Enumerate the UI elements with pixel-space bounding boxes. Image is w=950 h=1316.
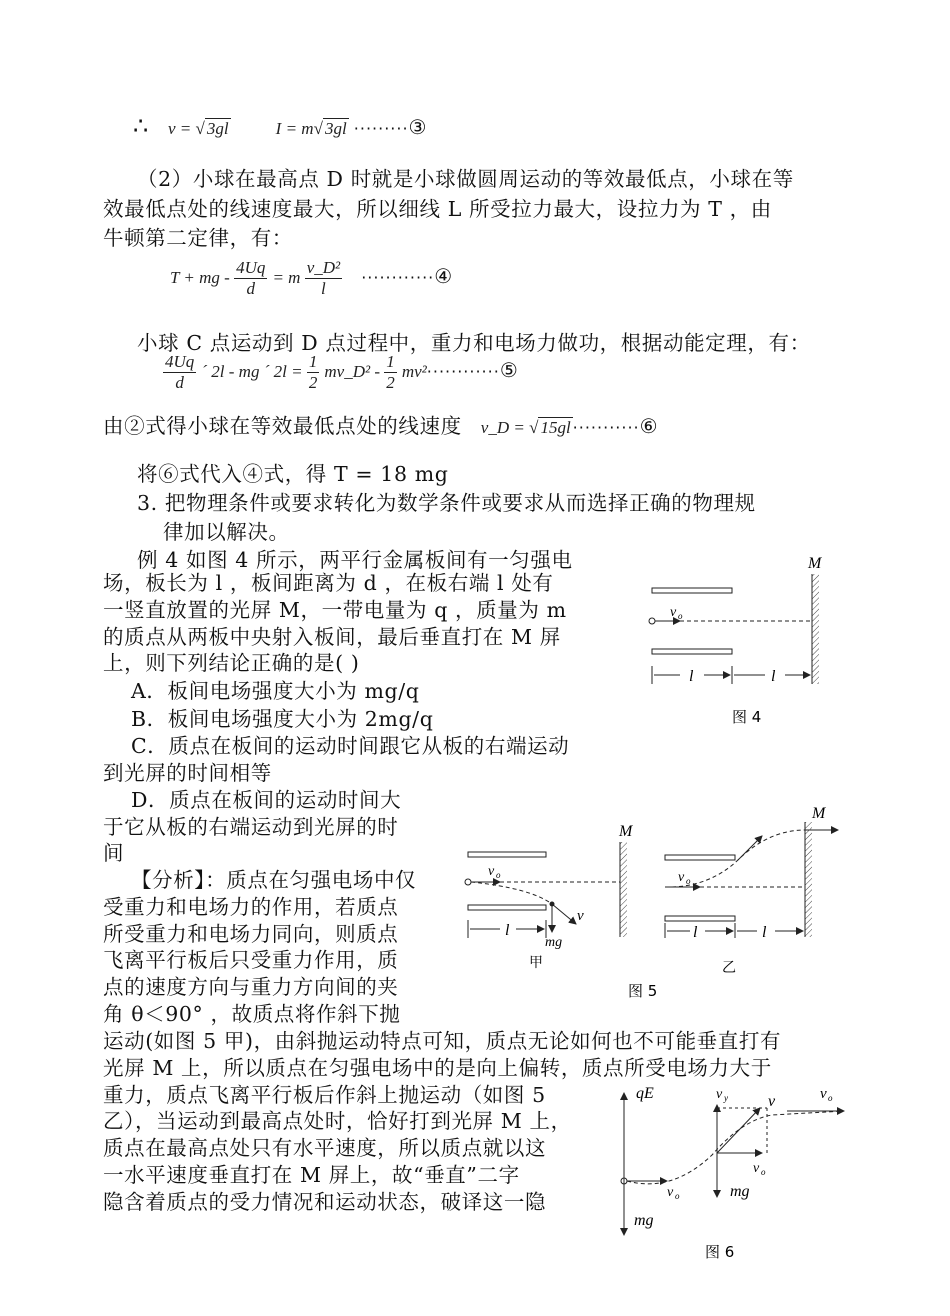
eq5-part-a: ´ 2l - mg ´ 2l = <box>201 362 307 381</box>
analysis-line10: 乙），当运动到最高点处时，恰好打到光屏 M 上， <box>103 1109 572 1133</box>
eq3-radicand: 3gl <box>206 119 229 138</box>
eq5-part-b: mv_D² - <box>324 362 385 381</box>
fig6-label-mg2: mg <box>730 1183 750 1200</box>
ex4-line5: 上，则下列结论正确的是( ) <box>103 651 360 675</box>
ex4-line1: 例 4 如图 4 所示，两平行金属板间有一匀强电 <box>137 548 573 572</box>
para2-line1: （2）小球在最高点 D 时就是小球做圆周运动的等效最低点，小球在等 <box>137 167 794 191</box>
para2-line3: 牛顿第二定律，有： <box>103 226 293 250</box>
fig5a-label-m: M <box>619 823 633 840</box>
eq5-dots: ············ <box>426 362 500 381</box>
eq6-lhs: v_D = <box>480 418 530 437</box>
item3-line2: 律加以解决。 <box>163 520 290 544</box>
ex4-line4: 的质点从两板中央射入板间，最后垂直打在 M 屏 <box>103 625 561 649</box>
result-line: 将⑥式代入④式，得 T = 18 mg <box>137 462 449 486</box>
fig5a-bottom-plate <box>468 905 546 910</box>
fig5b-top-plate <box>665 855 735 860</box>
figure-6 <box>612 1075 862 1265</box>
eq6-text: 由②式得小球在等效最低点处的线速度 <box>103 414 462 438</box>
option-d-line3: 间 <box>103 841 125 865</box>
fig4-label-v0: v <box>670 605 677 620</box>
eq4-den: d <box>246 279 255 298</box>
fig5b-bottom-plate <box>665 916 735 921</box>
analysis-line5: 点的速度方向与重力方向间的夹 <box>103 975 399 999</box>
fig4-caption: 图 4 <box>732 708 762 726</box>
fig5a-screen <box>620 842 627 937</box>
eq5-den: d <box>175 373 184 392</box>
fig5b-label-l2: l <box>762 924 767 941</box>
fig6-label-vy: v <box>716 1087 723 1102</box>
fig5a-label-v: v <box>577 908 584 924</box>
fig5a-caption: 甲 <box>529 955 543 971</box>
eq4-mid: = m <box>272 268 305 287</box>
fig5a-label-v0: v <box>488 864 495 879</box>
analysis-line12: 一水平速度垂直打在 M 屏上，故“垂直”二字 <box>103 1163 520 1187</box>
ex4-line2: 场，板长为 l ，板间距离为 d ，在板右端 l 处有 <box>103 571 554 595</box>
option-d-line2: 于它从板的右端运动到光屏的时 <box>103 815 399 839</box>
eq3-dots: ········· <box>353 119 409 138</box>
analysis-line11: 质点在最高点处只有水平速度，所以质点就以这 <box>103 1136 547 1160</box>
option-c-line2: 到光屏的时间相等 <box>103 761 272 785</box>
analysis-line2: 受重力和电场力的作用，若质点 <box>103 895 399 919</box>
eq5-half2-den: 2 <box>386 373 395 392</box>
fig6-label-qe: qE <box>636 1085 654 1102</box>
analysis-line3: 所受重力和电场力同向，则质点 <box>103 922 399 946</box>
fig4-top-plate <box>652 588 732 593</box>
eq5-mark: ⑤ <box>499 358 518 382</box>
fig5-caption: 图 5 <box>628 982 658 1000</box>
para3-line1: 小球 C 点运动到 D 点过程中，重力和电场力做功，根据动能定理，有： <box>137 331 811 355</box>
fig6-label-vo-bottom-sub: o <box>675 1191 680 1201</box>
therefore-symbol: ∴ <box>133 112 149 140</box>
equation-4 <box>170 258 452 299</box>
eq5-half-den: 2 <box>308 373 318 392</box>
option-d-line1: D．质点在板间的运动时间大 <box>131 788 402 812</box>
fig6-label-vo-mid-sub: o <box>761 1167 766 1177</box>
option-a: A．板间电场强度大小为 mg/q <box>131 679 420 703</box>
analysis-line6: 角 θ＜90° ，故质点将作斜下抛 <box>103 1002 401 1026</box>
eq5-half-num: 1 <box>308 352 318 371</box>
equation-5 <box>163 352 518 393</box>
fig5a-label-v0-sub: o <box>496 870 501 880</box>
fig4-label-l1: l <box>689 668 694 685</box>
eq4-den2: l <box>321 279 326 298</box>
fig5b-caption: 乙 <box>722 960 736 976</box>
figure-4 <box>640 550 840 730</box>
item3-line1: 3. 把物理条件或要求转化为数学条件或要求从而选择正确的物理规 <box>137 491 756 515</box>
eq3-mark: ③ <box>408 115 427 139</box>
fig5b-screen <box>805 822 812 937</box>
fig5a-label-l: l <box>505 922 510 939</box>
eq6-mark: ⑥ <box>639 414 658 438</box>
option-c-line1: C．质点在板间的运动时间跟它从板的右端运动 <box>131 734 570 758</box>
fig5b-label-v0-sub: o <box>686 876 691 886</box>
option-b: B．板间电场强度大小为 2mg/q <box>131 707 434 731</box>
eq5-num: 4Uq <box>165 352 195 371</box>
fig5a-label-mg: mg <box>545 935 563 950</box>
fig5b-label-v0: v <box>678 870 685 885</box>
analysis-line13: 隐含着质点的受力情况和运动状态，破译这一隐 <box>103 1190 547 1214</box>
eq4-num: 4Uq <box>236 258 266 277</box>
eq4-prefix: T + mg - <box>170 268 235 287</box>
analysis-line8: 光屏 M 上，所以质点在匀强电场中的是向上偏转，质点所受电场力大于 <box>103 1056 772 1080</box>
equation-6: 由②式得小球在等效最低点处的线速度 v_D = √ 15gl ···········⑥ <box>103 414 658 438</box>
fig6-label-vo-top: v <box>820 1086 827 1102</box>
eq4-num2: v_D² <box>306 258 341 277</box>
eq3-v-lhs: v = <box>167 119 196 138</box>
eq4-dots: ············ <box>361 268 435 287</box>
analysis-line4: 飞离平行板后只受重力作用，质 <box>103 948 399 972</box>
figure-5 <box>460 800 850 1005</box>
eq5-part-c: mv² <box>401 362 427 381</box>
fig6-caption: 图 6 <box>705 1243 735 1261</box>
eq5-half2-num: 1 <box>386 352 395 371</box>
fig5a-top-plate <box>468 852 546 857</box>
eq6-radicand: 15gl <box>540 418 571 437</box>
fig5b-label-l1: l <box>693 924 698 941</box>
fig6-label-v: v <box>768 1093 776 1110</box>
eq3-radicand-2: 3gl <box>324 119 347 138</box>
eq3-i-lhs: I = m <box>275 119 314 138</box>
eq4-mark: ④ <box>434 264 453 288</box>
analysis-line1: 【分析】：质点在匀强电场中仅 <box>131 868 417 892</box>
fig4-label-v0-sub: o <box>678 611 683 621</box>
fig6-label-mg1: mg <box>634 1212 654 1229</box>
fig6-label-vy-sub: y <box>724 1093 728 1103</box>
fig6-label-vo-top-sub: o <box>828 1093 833 1103</box>
fig6-label-vo-bottom: v <box>667 1185 674 1200</box>
fig4-bottom-plate <box>652 649 732 654</box>
analysis-line7: 运动(如图 5 甲)，由斜抛运动特点可知，质点无论如何也不可能垂直打有 <box>103 1029 782 1053</box>
fig6-label-vo-mid: v <box>753 1161 760 1176</box>
ex4-line3: 一竖直放置的光屏 M，一带电量为 q ，质量为 m <box>103 598 567 622</box>
fig5b-label-m: M <box>812 805 826 822</box>
para2-line2: 效最低点处的线速度最大，所以细线 L 所受拉力最大，设拉力为 T ，由 <box>103 197 772 221</box>
eq6-dots: ··········· <box>572 418 640 437</box>
fig4-label-m: M <box>808 555 822 572</box>
equation-3: ∴ v = √ 3gl I = m√ 3gl ·········③ <box>133 112 427 140</box>
fig4-screen <box>812 574 819 684</box>
analysis-line9: 重力，质点飞离平行板后作斜上抛运动（如图 5 <box>103 1083 546 1107</box>
fig4-label-l2: l <box>771 668 776 685</box>
